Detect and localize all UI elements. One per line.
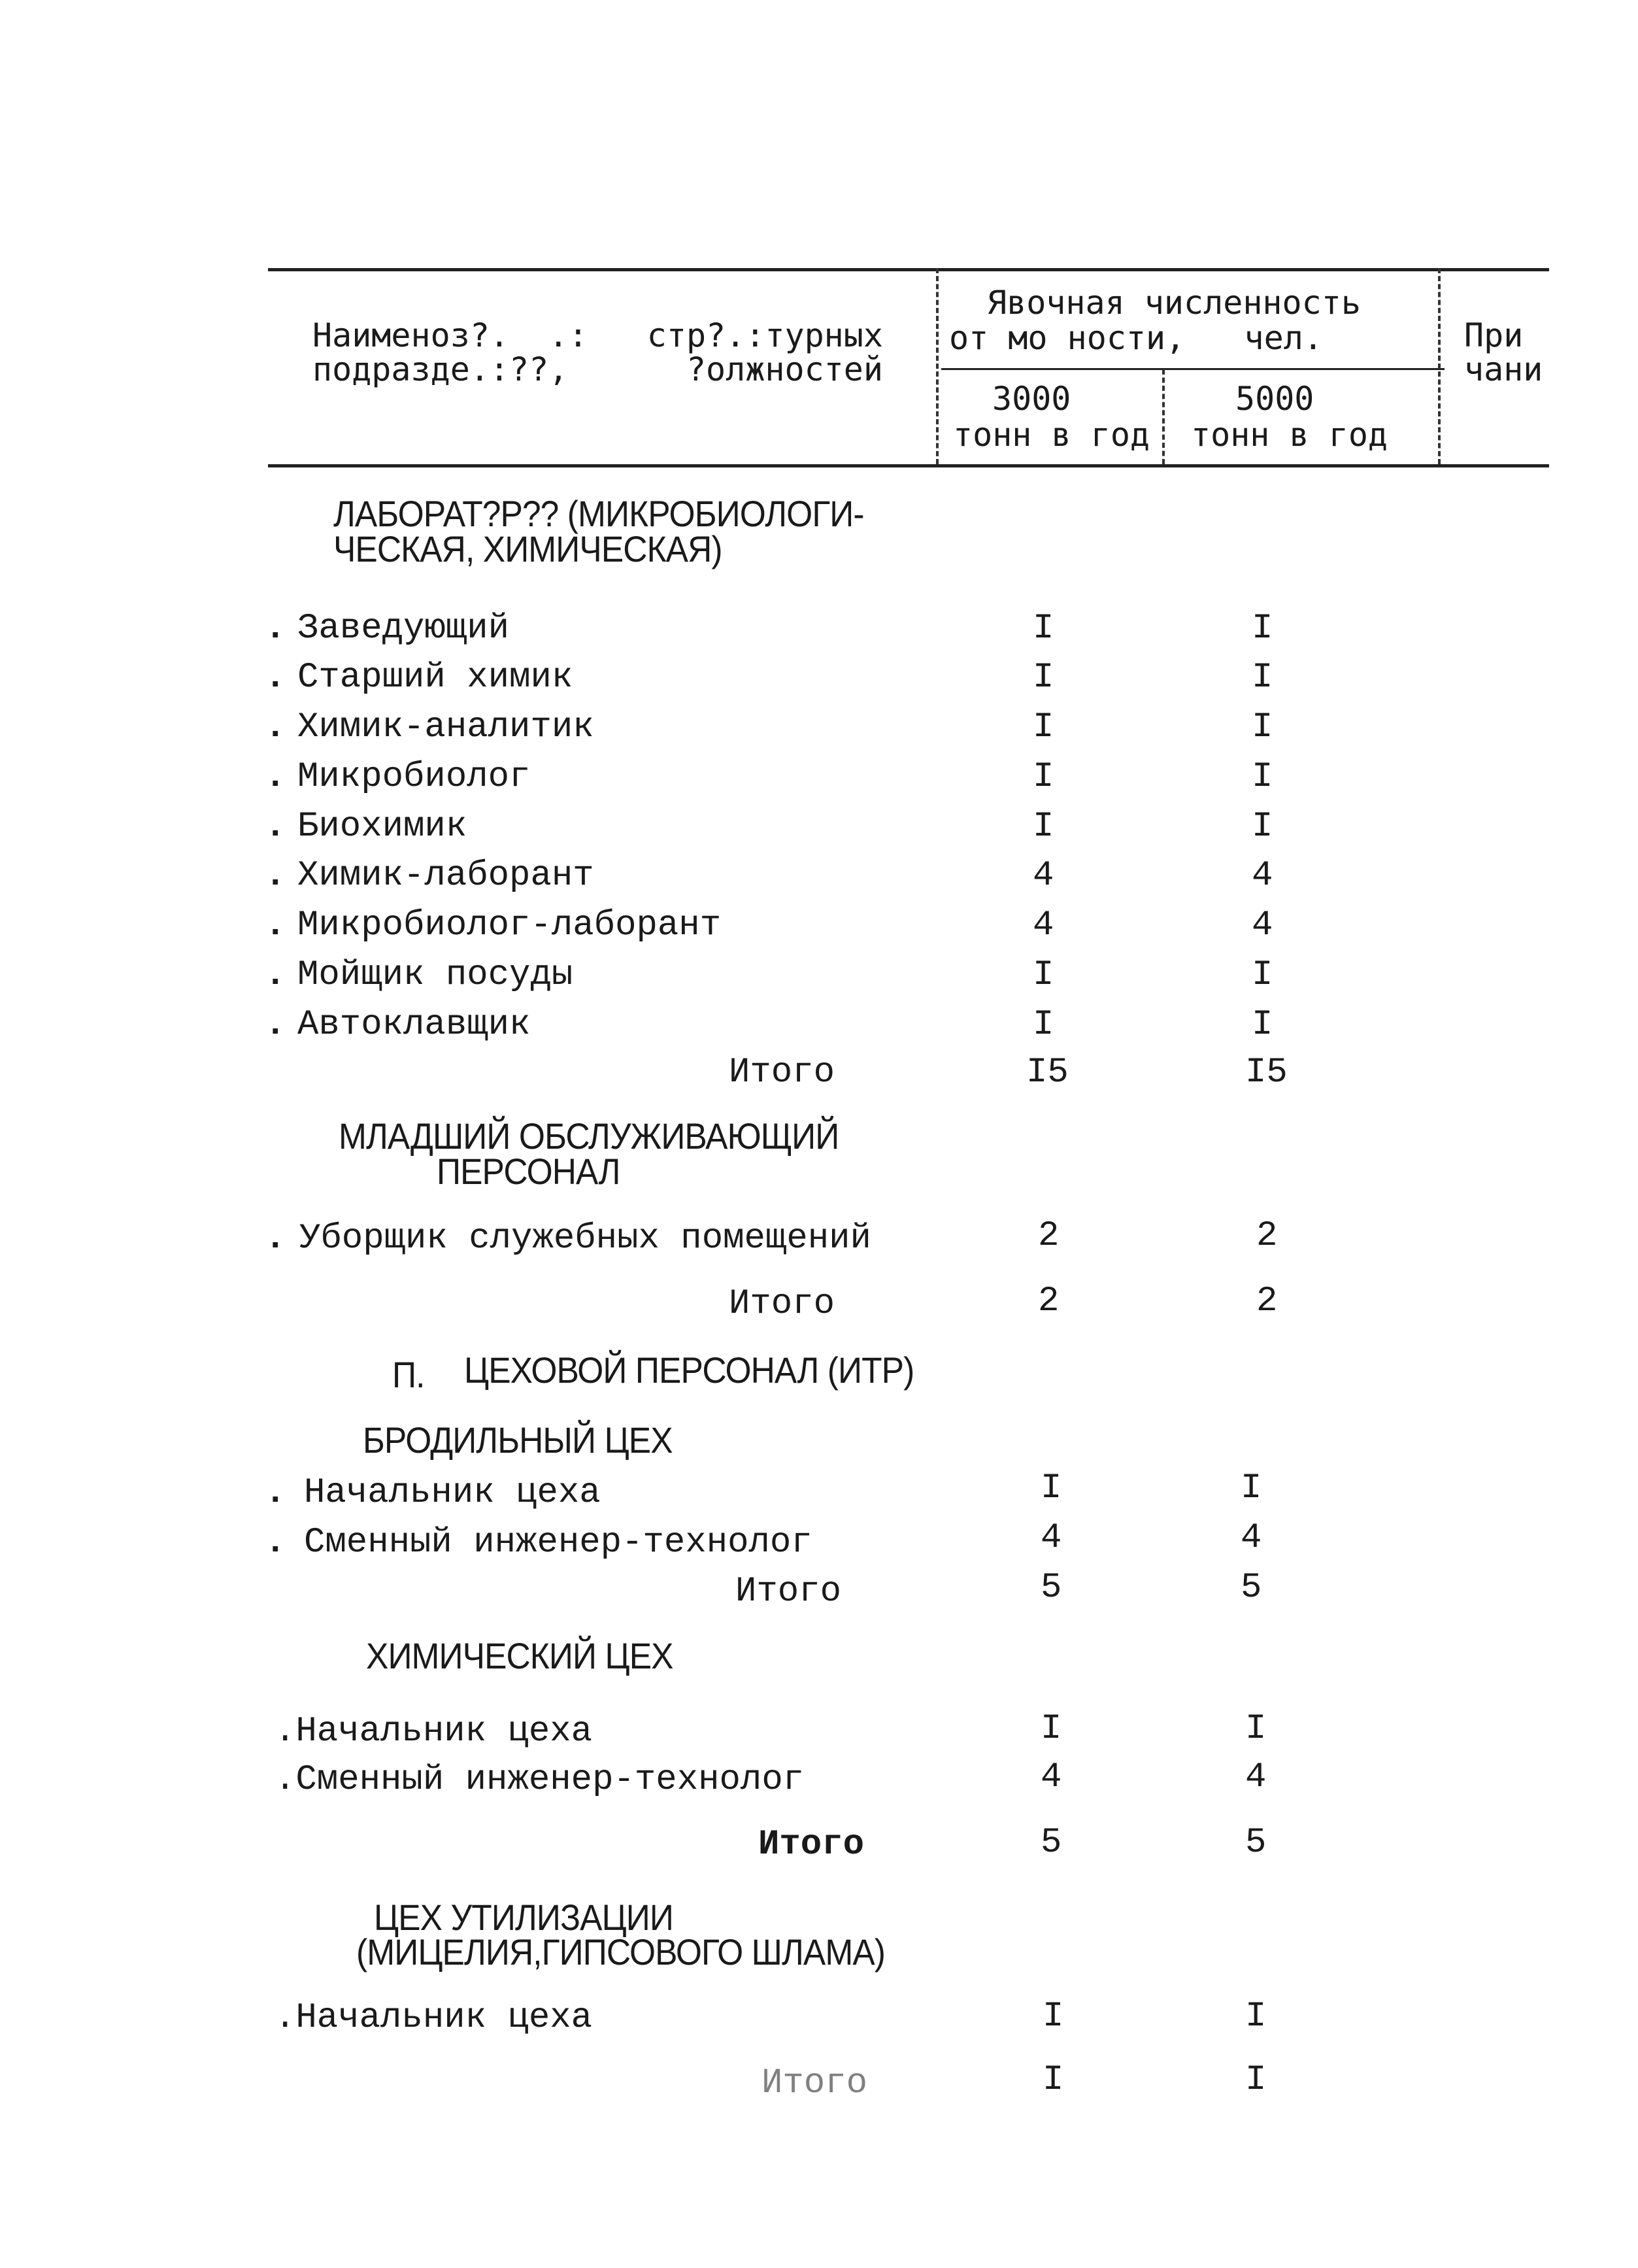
table-row-label: Автоклавщик bbox=[297, 1005, 531, 1045]
lab-total-5000: I5 bbox=[1245, 1053, 1288, 1092]
table-row-label bbox=[275, 1714, 592, 1750]
section-junior-title-line2: ПЕРСОНАЛ bbox=[437, 1151, 620, 1192]
table-cell-5000: 4 bbox=[1252, 856, 1273, 896]
section-lab-title-line2: ЧЕСКАЯ, ХИМИЧЕСКАЯ) bbox=[333, 528, 722, 569]
table-row-label bbox=[275, 1998, 593, 2038]
table-row-label: Микробиолог bbox=[297, 757, 531, 797]
section-ferment-title: БРОДИЛЬНЫЙ ЦЕХ bbox=[363, 1419, 673, 1461]
row-bullet: . bbox=[265, 906, 286, 945]
row-bullet: . bbox=[265, 707, 286, 747]
table-row-label: Сменный инженер-технолог bbox=[304, 1523, 812, 1563]
util-total-3000: I bbox=[1043, 2060, 1064, 2100]
table-cell-3000: 4 bbox=[1033, 906, 1054, 945]
table-cell-3000: I bbox=[1033, 955, 1054, 995]
table-cell-5000: I bbox=[1252, 707, 1273, 747]
ferment-total-5000: 5 bbox=[1241, 1568, 1262, 1608]
row-bullet: . bbox=[265, 609, 286, 649]
section-lab-title-line1: ЛАБОРАТ?Р?? (МИКРОБИОЛОГИ- bbox=[333, 493, 864, 534]
header-name-line2: подразде.:??, ?олжностей bbox=[312, 350, 883, 388]
table-cell-3000: I bbox=[1033, 1005, 1054, 1045]
table-row-label: Начальник цеха bbox=[304, 1473, 601, 1513]
table-cell-5000: I bbox=[1252, 955, 1273, 995]
chem-total-label: Итого bbox=[758, 1825, 865, 1865]
table-cell-3000: I bbox=[1033, 807, 1054, 847]
header-note-line2: чани bbox=[1464, 350, 1543, 388]
table-row-label: Заведующий bbox=[297, 609, 510, 649]
header-count-line1: Явочная численность bbox=[987, 284, 1361, 322]
table-cell-3000: I bbox=[1033, 609, 1054, 649]
table-cell-5000: I bbox=[1252, 1005, 1273, 1045]
table-row-label: Мойщик посуды bbox=[297, 955, 573, 995]
header-name-line1: Наименоз?. .: стр?.:турных bbox=[312, 316, 883, 354]
row-bullet: . bbox=[265, 1473, 286, 1513]
section-shop-staff-title: ЦЕХОВОЙ ПЕРСОНАЛ (ИТР) bbox=[464, 1349, 914, 1391]
table-cell-5000: I bbox=[1252, 609, 1273, 649]
table-cell-5000: I bbox=[1241, 1468, 1262, 1508]
junior-total-3000: 2 bbox=[1038, 1281, 1060, 1321]
row-bullet: . bbox=[275, 1712, 296, 1752]
util-total-5000: I bbox=[1245, 2060, 1267, 2100]
junior-total-5000: 2 bbox=[1256, 1281, 1278, 1321]
table-row-label: Химик-аналитик bbox=[297, 707, 594, 747]
chem-row-1-label: Сменный инженер-технолог bbox=[295, 1760, 805, 1800]
row-bullet: . bbox=[265, 658, 286, 698]
column-divider-1 bbox=[936, 268, 939, 464]
table-cell-3000: 4 bbox=[1041, 1757, 1062, 1797]
row-bullet: . bbox=[265, 1219, 286, 1259]
row-bullet: . bbox=[265, 1005, 286, 1045]
chem-row-0-label: Начальник цеха bbox=[295, 1712, 593, 1752]
table-cell-5000: I bbox=[1252, 658, 1273, 698]
row-bullet: . bbox=[265, 757, 286, 797]
lab-total-label: Итого bbox=[729, 1053, 835, 1092]
section-junior-title-line1: МЛАДШИЙ ОБСЛУЖИВАЮЩИЙ bbox=[339, 1115, 839, 1157]
table-cell-3000: 4 bbox=[1033, 856, 1054, 896]
ferment-total-3000: 5 bbox=[1041, 1568, 1062, 1608]
header-mid-rule bbox=[941, 368, 1445, 370]
table-cell-5000: 4 bbox=[1245, 1757, 1267, 1797]
column-divider-3 bbox=[1438, 268, 1441, 464]
table-cell-3000: I bbox=[1043, 1997, 1064, 2037]
lab-total-3000: I5 bbox=[1026, 1053, 1069, 1092]
chem-total-3000: 5 bbox=[1041, 1823, 1062, 1863]
util-row-0-label: Начальник цеха bbox=[295, 1998, 593, 2038]
section-chem-title: ХИМИЧЕСКИЙ ЦЕХ bbox=[366, 1635, 673, 1676]
row-bullet: . bbox=[275, 1760, 296, 1800]
header-cap1-unit: тонн в год bbox=[953, 416, 1150, 454]
header-cap1-value: 3000 bbox=[992, 380, 1071, 418]
table-cell-5000: 4 bbox=[1241, 1518, 1262, 1558]
section-shop-staff-num: П. bbox=[392, 1354, 425, 1395]
table-row-label bbox=[275, 1760, 805, 1800]
header-count-line2: от мо ности, чел. bbox=[949, 319, 1323, 357]
table-cell-3000: I bbox=[1033, 707, 1054, 747]
header-cap2-value: 5000 bbox=[1235, 380, 1314, 418]
row-bullet: . bbox=[265, 856, 286, 896]
table-cell-5000: 4 bbox=[1252, 906, 1273, 945]
table-cell-3000: 2 bbox=[1038, 1216, 1060, 1256]
header-cap2-unit: тонн в год bbox=[1191, 416, 1388, 454]
table-row-label: Микробиолог-лаборант bbox=[297, 906, 722, 945]
table-cell-5000: 2 bbox=[1256, 1216, 1278, 1256]
table-row-label: Биохимик bbox=[297, 807, 467, 847]
table-cell-3000: I bbox=[1041, 1709, 1062, 1749]
util-total-label: Итого bbox=[761, 2063, 868, 2103]
table-row-label: Уборщик служебных помещений bbox=[299, 1219, 871, 1259]
row-bullet: . bbox=[265, 955, 286, 995]
section-util-title-line2: (МИЦЕЛИЯ,ГИПСОВОГО ШЛАМА) bbox=[356, 1931, 885, 1972]
table-cell-3000: 4 bbox=[1041, 1518, 1062, 1558]
table-cell-3000: I bbox=[1033, 757, 1054, 797]
ferment-total-label: Итого bbox=[735, 1572, 842, 1612]
row-bullet: . bbox=[275, 1998, 296, 2038]
table-cell-5000: I bbox=[1245, 1997, 1267, 2037]
row-bullet: . bbox=[265, 1523, 286, 1563]
table-cell-5000: I bbox=[1252, 757, 1273, 797]
column-divider-2 bbox=[1162, 369, 1165, 464]
header-bottom-rule bbox=[268, 464, 1549, 467]
table-cell-3000: I bbox=[1041, 1468, 1062, 1508]
table-cell-5000: I bbox=[1245, 1709, 1267, 1749]
table-cell-5000: I bbox=[1252, 807, 1273, 847]
header-top-rule bbox=[268, 268, 1549, 271]
table-row-label: Старший химик bbox=[297, 658, 573, 698]
row-bullet: . bbox=[265, 807, 286, 847]
table-row-label: Химик-лаборант bbox=[297, 856, 594, 896]
junior-total-label: Итого bbox=[729, 1284, 835, 1324]
header-note-line1: При bbox=[1464, 316, 1524, 354]
section-util-title-line1: ЦЕХ УТИЛИЗАЦИИ bbox=[374, 1897, 674, 1938]
table-cell-3000: I bbox=[1033, 658, 1054, 698]
chem-total-5000: 5 bbox=[1245, 1823, 1267, 1863]
